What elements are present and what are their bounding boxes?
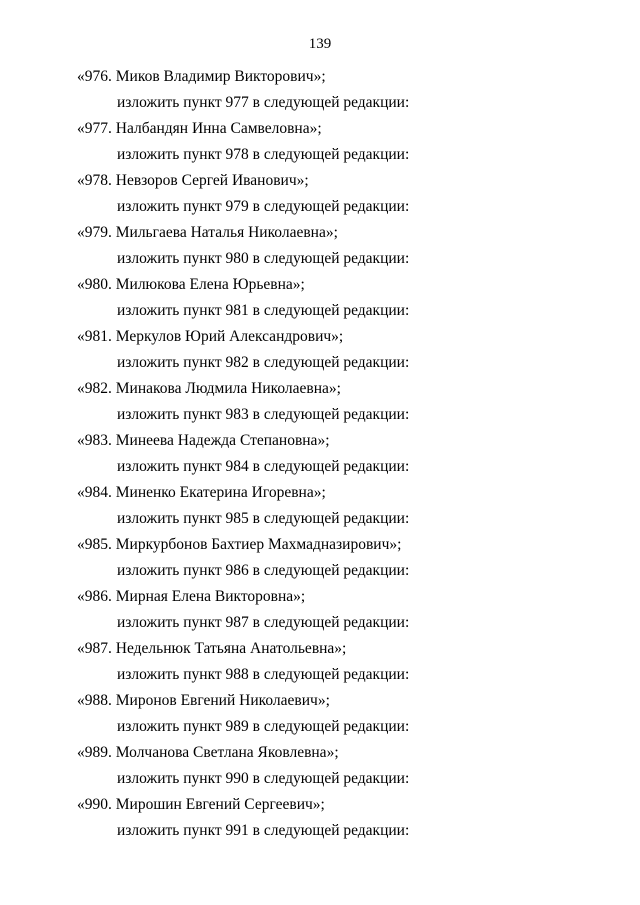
entry-name: «986. Мирная Елена Викторовна»; (77, 588, 306, 605)
entry-name: «984. Миненко Екатерина Игоревна»; (77, 484, 326, 501)
entry-name: «976. Миков Владимир Викторович»; (77, 68, 326, 85)
entry-instruction: изложить пункт 981 в следующей редакции: (117, 302, 410, 319)
entry-instruction: изложить пункт 984 в следующей редакции: (117, 458, 410, 475)
list-item (0, 64, 640, 116)
entry-name: «978. Невзоров Сергей Иванович»; (77, 172, 309, 189)
entry-instruction: изложить пункт 983 в следующей редакции: (117, 406, 410, 423)
entry-name: «980. Милюкова Елена Юрьевна»; (77, 276, 305, 293)
list-item (0, 584, 640, 636)
entry-name: «989. Молчанова Светлана Яковлевна»; (77, 744, 339, 761)
list-item (0, 376, 640, 428)
entry-name: «987. Недельнюк Татьяна Анатольевна»; (77, 640, 347, 657)
list-item (0, 532, 640, 584)
entry-name: «982. Минакова Людмила Николаевна»; (77, 380, 341, 397)
entry-name: «983. Минеева Надежда Степановна»; (77, 432, 330, 449)
entry-name: «979. Мильгаева Наталья Николаевна»; (77, 224, 338, 241)
list-item (0, 272, 640, 324)
entry-instruction: изложить пункт 977 в следующей редакции: (117, 94, 410, 111)
entry-instruction: изложить пункт 980 в следующей редакции: (117, 250, 410, 267)
list-item (0, 740, 640, 792)
entry-instruction: изложить пункт 988 в следующей редакции: (117, 666, 410, 683)
entry-name: «990. Мирошин Евгений Сергеевич»; (77, 796, 325, 813)
entry-instruction: изложить пункт 979 в следующей редакции: (117, 198, 410, 215)
entry-instruction: изложить пункт 985 в следующей редакции: (117, 510, 410, 527)
entries-list (0, 64, 640, 844)
entry-name: «977. Налбандян Инна Самвеловна»; (77, 120, 322, 137)
entry-instruction: изложить пункт 989 в следующей редакции: (117, 718, 410, 735)
entry-instruction: изложить пункт 986 в следующей редакции: (117, 562, 410, 579)
entry-instruction: изложить пункт 990 в следующей редакции: (117, 770, 410, 787)
entry-name: «988. Миронов Евгений Николаевич»; (77, 692, 330, 709)
list-item (0, 480, 640, 532)
list-item (0, 636, 640, 688)
entry-instruction: изложить пункт 982 в следующей редакции: (117, 354, 410, 371)
list-item (0, 324, 640, 376)
list-item (0, 428, 640, 480)
page-number: 139 (308, 36, 332, 52)
entry-instruction: изложить пункт 978 в следующей редакции: (117, 146, 410, 163)
list-item (0, 792, 640, 844)
entry-name: «981. Меркулов Юрий Александрович»; (77, 328, 344, 345)
entry-instruction: изложить пункт 991 в следующей редакции: (117, 822, 410, 839)
entry-instruction: изложить пункт 987 в следующей редакции: (117, 614, 410, 631)
list-item (0, 116, 640, 168)
entry-name: «985. Миркурбонов Бахтиер Махмадназирович»; (77, 536, 402, 553)
list-item (0, 688, 640, 740)
list-item (0, 168, 640, 220)
list-item (0, 220, 640, 272)
